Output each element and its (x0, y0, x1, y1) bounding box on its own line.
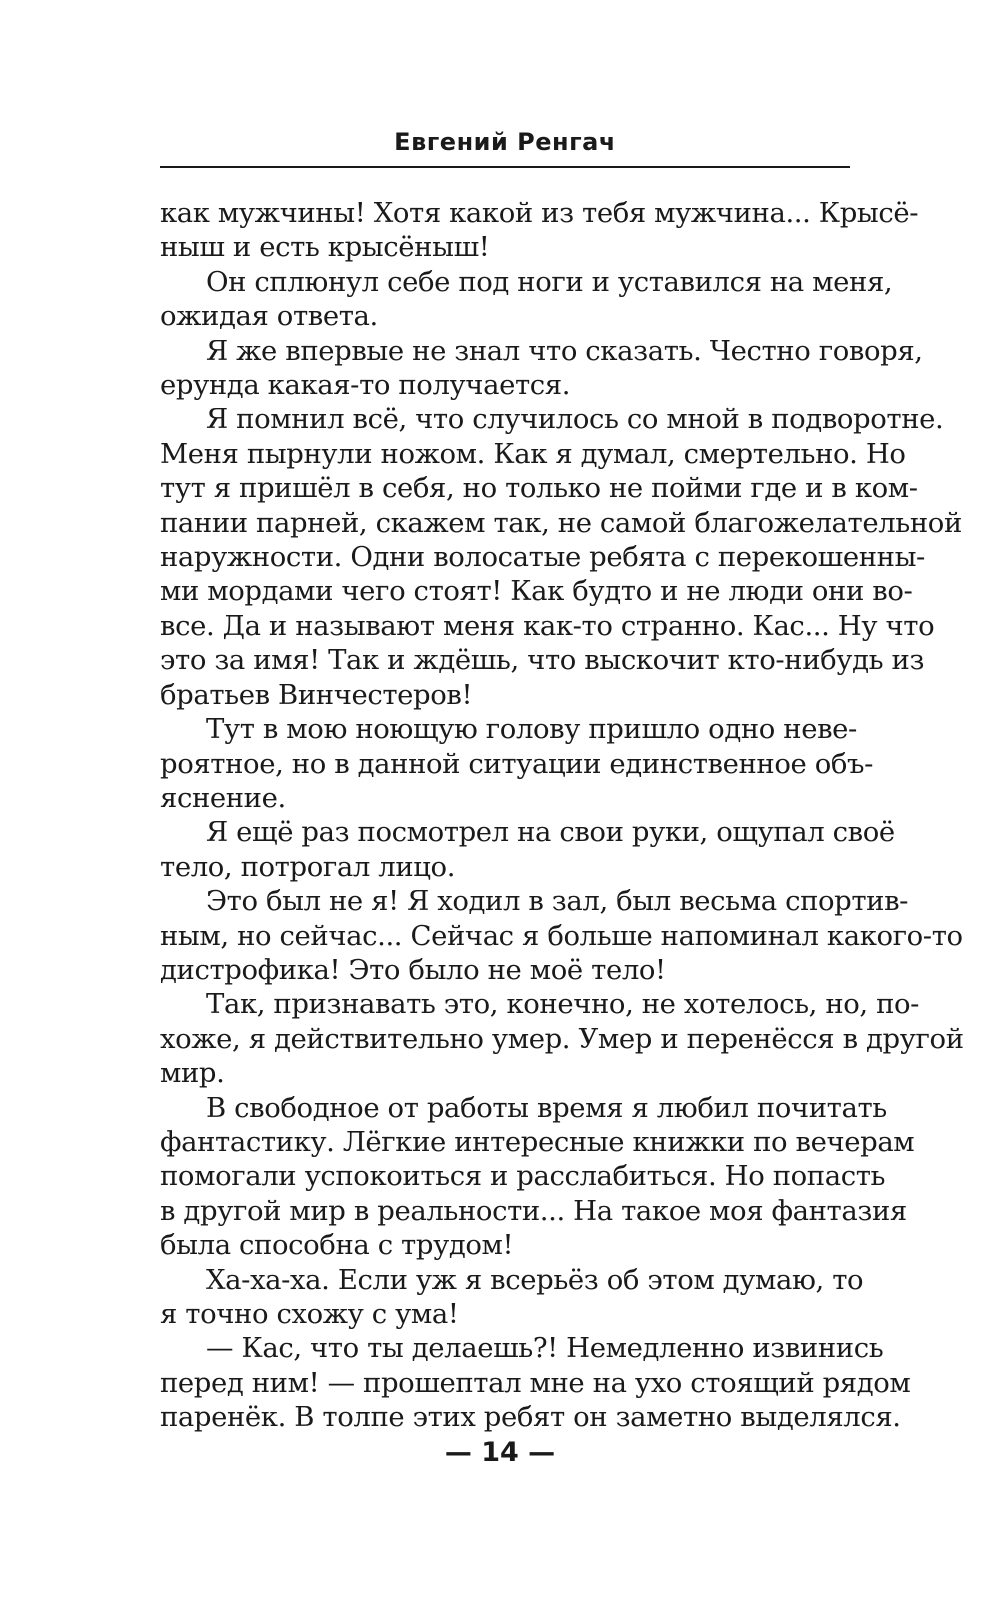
text-line: ожидая ответа. (160, 300, 378, 333)
text-line: наружности. Одни волосатые ребята с перекошенны- (160, 541, 925, 574)
text-line: в другой мир в реальности... На такое моя фантазия (160, 1194, 907, 1227)
text-line: — Кас, что ты делаешь?! Немедленно извинись (206, 1332, 884, 1365)
text-line: ныш и есть крысёныш! (160, 231, 490, 264)
text-line: Я помнил всё, что случилось со мной в подворотне. (206, 403, 944, 436)
text-line: Тут в мою ноющую голову пришло одно неве- (206, 713, 857, 746)
text-line: перед ним! — прошептал мне на ухо стоящий рядом (160, 1366, 911, 1399)
page-number: — 14 — (444, 1437, 556, 1468)
text-line: яснение. (160, 781, 286, 814)
text-line: Это был не я! Я ходил в зал, был весьма спортив- (206, 885, 909, 918)
text-line: Я ещё раз посмотрел на свои руки, ощупал своё (206, 816, 895, 849)
text-line: тело, потрогал лицо. (160, 850, 456, 883)
text-line: помогали успокоиться и расслабиться. Но попасть (160, 1160, 886, 1193)
text-line: ерунда какая-то получается. (160, 369, 571, 402)
text-line: Так, признавать это, конечно, не хотелось, но, по- (206, 988, 920, 1021)
text-line: была способна с трудом! (160, 1229, 514, 1262)
text-line: Меня пырнули ножом. Как я думал, смертельно. Но (160, 437, 906, 470)
text-line: как мужчины! Хотя какой из тебя мужчина... Крысё- (160, 197, 919, 229)
text-line: мир. (160, 1057, 225, 1090)
running-head: Евгений Ренгач (394, 128, 616, 156)
text-line: фантастику. Лёгкие интересные книжки по вечерам (160, 1125, 915, 1158)
text-line: Ха-ха-ха. Если уж я всерьёз об этом думаю, то (206, 1263, 864, 1296)
text-line: ми мордами чего стоят! Как будто и не люди они во- (160, 575, 913, 608)
text-line: ным, но сейчас... Сейчас я больше напоминал какого-то (160, 919, 963, 952)
text-line: хоже, я действительно умер. Умер и перенёсся в другой (160, 1022, 964, 1055)
text-line: Я же впервые не знал что сказать. Честно говоря, (206, 334, 923, 367)
body-text (160, 196, 964, 1435)
text-line: братьев Винчестеров! (160, 678, 473, 711)
text-line: дистрофика! Это было не моё тело! (160, 953, 666, 986)
text-line: роятное, но в данной ситуации единственное объ- (160, 747, 873, 780)
text-line: я точно схожу с ума! (160, 1298, 459, 1330)
text-line: В свободное от работы время я любил почитать (206, 1091, 887, 1124)
text-line: паренёк. В толпе этих ребят он заметно выделялся. (160, 1401, 901, 1434)
text-line: пании парней, скажем так, не самой благожелательной (160, 506, 962, 539)
header-rule (160, 166, 850, 168)
text-line: все. Да и называют меня как-то странно. Кас... Ну что (160, 609, 935, 642)
text-line: тут я пришёл в себя, но только не пойми где и в ком- (160, 472, 918, 505)
text-line: Он сплюнул себе под ноги и уставился на меня, (206, 265, 893, 298)
text-line: это за имя! Так и ждёшь, что выскочит кто-нибудь из (160, 644, 925, 677)
